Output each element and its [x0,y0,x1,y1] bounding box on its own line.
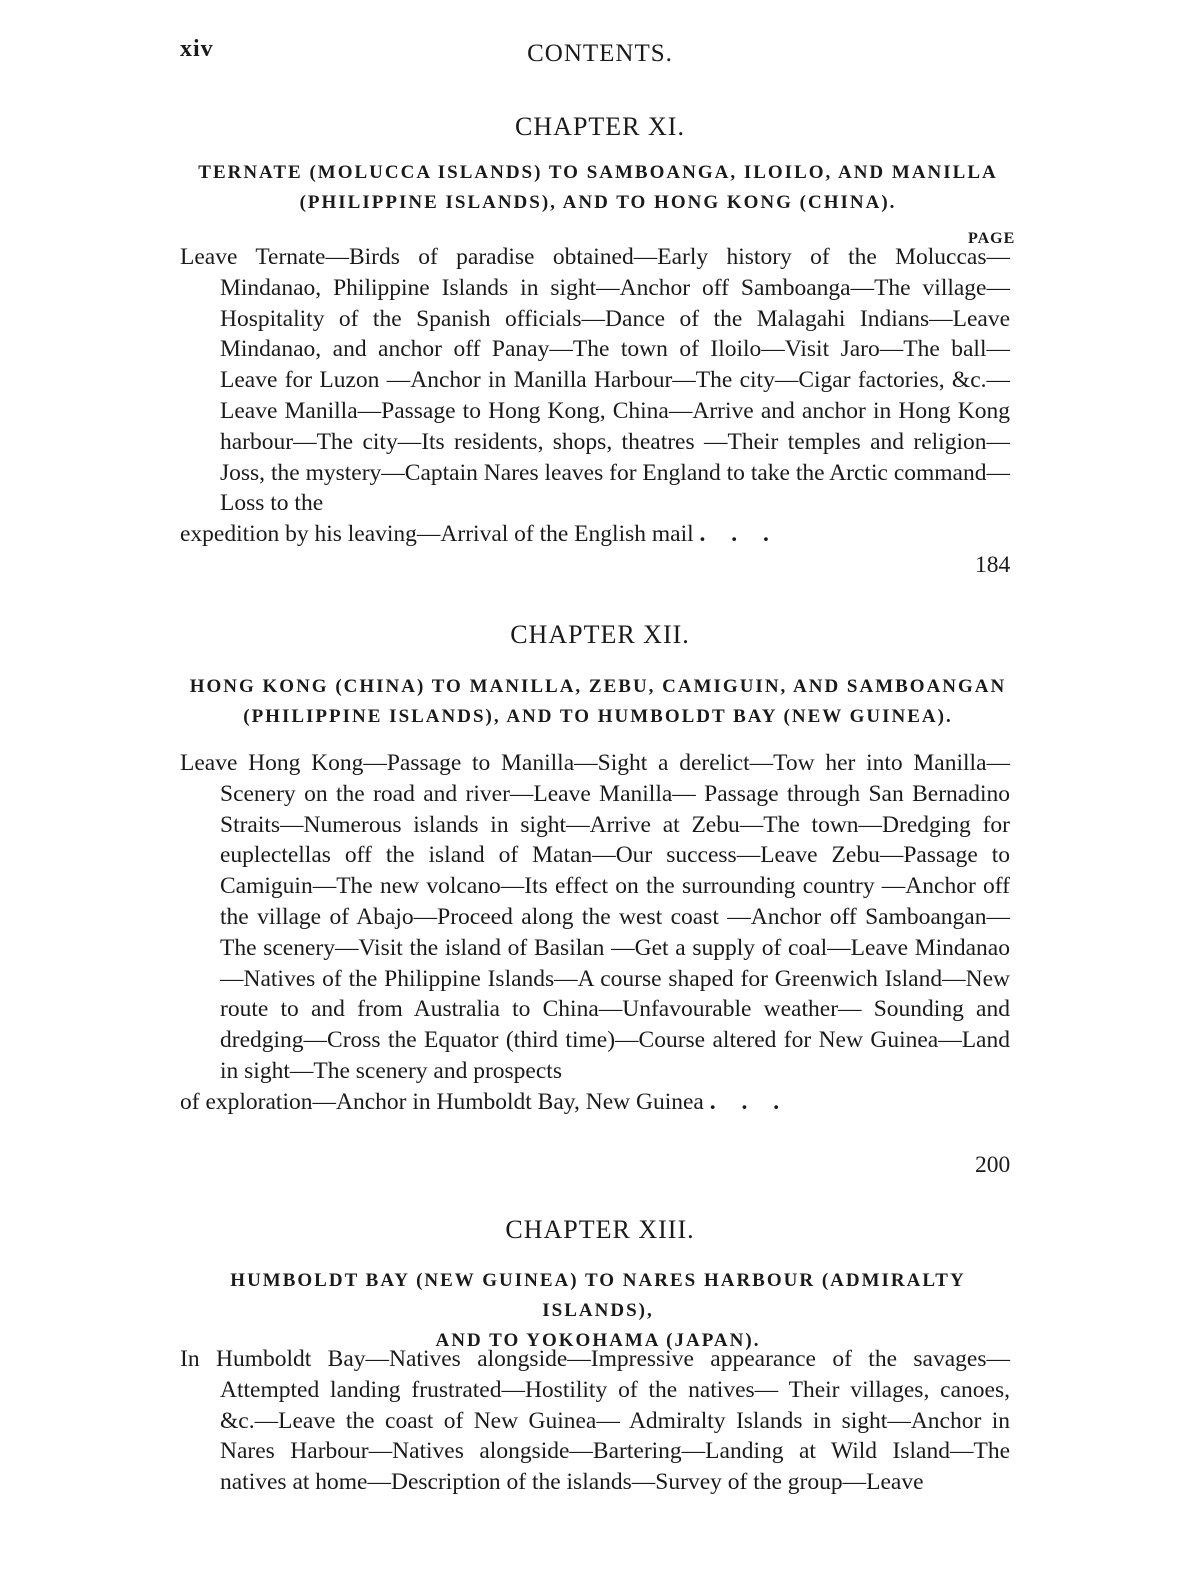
running-head: CONTENTS. [527,40,673,67]
dot-leaders: . . . [699,521,779,548]
synopsis-last-text: of exploration—Anchor in Humboldt Bay, New Guinea [180,1088,704,1115]
chapter-heading: CHAPTER XI. [515,112,685,141]
synopsis-text: Leave Hong Kong—Passage to Manilla—Sight a derelict—Tow her into Manilla—Scenery on the road and river—Leave Manilla— Passage through San Bernadino Straits—Numerous islands in sight—Arrive at Zebu—The town—Dredging for euplectellas off the island of Matan—Our success—Leave Zebu—Passage to Camiguin—The new volcano—Its effect on the surrounding country —Anchor off the village of Abajo—Proceed along the west coast —Anchor off Samboangan—The scenery—Visit the island of Basilan —Get a supply of coal—Leave Mindanao—Natives of the Philippine Islands—A course shaped for Greenwich Island—New route to and from Australia to China—Unfavourable weather— Sounding and dredging—Cross the Equator (third time)—Course altered for New Guinea—Land in sight—The scenery and prospects [180,750,1010,1084]
chapter-summary-line: HUMBOLDT BAY (NEW GUINEA) TO NARES HARBOUR (ADMIRALTY ISLANDS), [230,1270,966,1321]
page-reference: 184 [975,552,1011,578]
chapter-summary [178,1266,1018,1356]
synopsis-text: Leave Ternate—Birds of paradise obtained—Early history of the Moluccas—Mindanao, Philippine Islands in sight—Anchor off Samboanga—The village—Hospitality of the Spanish officials—Dance of the Malagahi Indians—Leave Mindanao, and anchor off Panay—The town of Iloilo—Visit Jaro—The ball—Leave for Luzon —Anchor in Manilla Harbour—The city—Cigar factories, &c.— Leave Manilla—Passage to Hong Kong, China—Arrive and anchor in Hong Kong harbour—The city—Its residents, shops, theatres —Their temples and religion—Joss, the mystery—Captain Nares leaves for England to take the Arctic command—Loss to the [180,244,1010,517]
chapter-heading: CHAPTER XII. [510,620,690,649]
chapter-synopsis [180,748,1010,1118]
dot-leaders: . . . [709,1088,790,1115]
chapter-summary [178,158,1018,218]
chapter-summary [178,672,1018,732]
chapter-summary-line: HONG KONG (CHINA) TO MANILLA, ZEBU, CAMIGUIN, AND SAMBOANGAN [189,676,1007,697]
chapter-summary-line: AND TO YOKOHAMA (JAPAN). [435,1330,761,1351]
synopsis-last-line [180,519,1010,550]
page-reference: 200 [975,1152,1011,1178]
synopsis-last-text: expedition by his leaving—Arrival of the English mail [180,521,694,548]
chapter-summary-line: TERNATE (MOLUCCA ISLANDS) TO SAMBOANGA, ILOILO, AND MANILLA [198,162,998,183]
chapter-summary-line: (PHILIPPINE ISLANDS), AND TO HUMBOLDT BAY (NEW GUINEA). [243,706,953,727]
synopsis-text: In Humboldt Bay—Natives alongside—Impressive appearance of the savages—Attempted landing frustrated—Hostility of the natives— Their villages, canoes, &c.—Leave the coast of New Guinea— Admiralty Islands in sight—Anchor in Nares Harbour—Natives alongside—Bartering—Landing at Wild Island—The natives at home—Description of the islands—Survey of the group—Leave [180,1346,1010,1496]
chapter-heading: CHAPTER XIII. [505,1215,695,1244]
chapter-summary-line: (PHILIPPINE ISLANDS), AND TO HONG KONG (CHINA). [299,192,897,213]
page-number: xiv [180,36,214,62]
chapter-synopsis [180,1344,1010,1498]
chapter-synopsis [180,242,1010,550]
page-column-label: PAGE [968,230,1016,247]
synopsis-last-line [180,1087,1010,1118]
